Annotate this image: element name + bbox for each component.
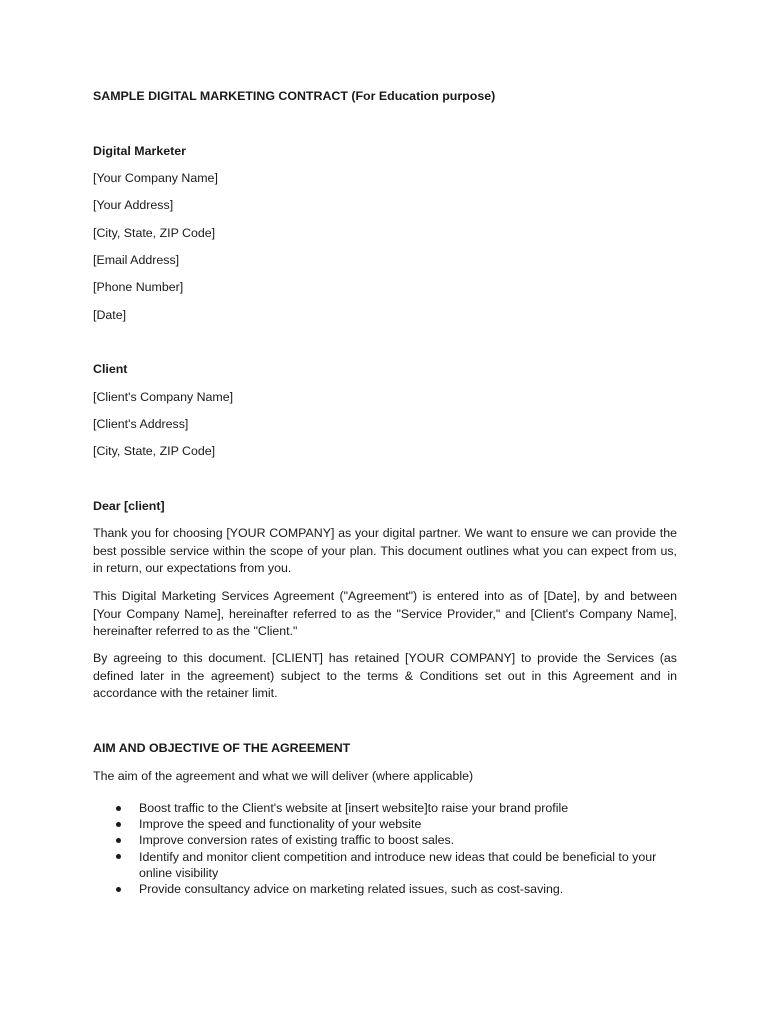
marketer-company-name: [Your Company Name]: [93, 171, 218, 185]
client-heading: Client: [93, 362, 128, 376]
bullet-icon: [116, 806, 121, 811]
list-item: [93, 832, 677, 848]
list-item: [93, 881, 677, 897]
bullet-icon: [116, 838, 121, 843]
list-item: [93, 800, 677, 816]
objectives-list: [93, 800, 677, 897]
list-item-text: Identify and monitor client competition and introduce new ideas that could be beneficial to your online visibility: [139, 849, 657, 880]
greeting: Dear [client]: [93, 499, 165, 513]
bullet-icon: [116, 887, 121, 892]
marketer-phone: [Phone Number]: [93, 280, 184, 294]
marketer-date: [Date]: [93, 308, 127, 322]
marketer-email: [Email Address]: [93, 253, 180, 267]
bullet-icon: [116, 822, 121, 827]
agreement-paragraph: This Digital Marketing Services Agreement ("Agreement") is entered into as of [Date], by and between [Your Company Name], hereinafter referred to as the "Service Provider," and [Client's Company Name], hereinafter referred to as the "Client.": [93, 589, 677, 638]
aim-intro: The aim of the agreement and what we will deliver (where applicable): [93, 769, 474, 783]
client-company-name: [Client's Company Name]: [93, 390, 234, 404]
marketer-heading: Digital Marketer: [93, 144, 186, 158]
intro-paragraph: Thank you for choosing [YOUR COMPANY] as your digital partner. We want to ensure we can provide the best possible service within the scope of your plan. This document outlines what you can expect from us, in return, our expectations from you.: [93, 526, 677, 575]
bullet-icon: [116, 854, 121, 859]
list-item: [93, 849, 677, 881]
client-address: [Client's Address]: [93, 417, 189, 431]
aim-heading: AIM AND OBJECTIVE OF THE AGREEMENT: [93, 741, 351, 755]
retainer-paragraph: By agreeing to this document. [CLIENT] has retained [YOUR COMPANY] to provide the Services (as defined later in the agreement) subject to the terms & Conditions set out in this Agreement and in accordance with the retainer limit.: [93, 651, 677, 700]
client-city-state-zip: [City, State, ZIP Code]: [93, 444, 216, 458]
document-title: SAMPLE DIGITAL MARKETING CONTRACT (For Education purpose): [93, 89, 496, 103]
list-item-text: Improve the speed and functionality of your website: [139, 817, 422, 832]
list-item-text: Provide consultancy advice on marketing related issues, such as cost-saving.: [139, 882, 564, 897]
list-item-text: Boost traffic to the Client's website at [insert website]to raise your brand profile: [139, 801, 569, 815]
marketer-address: [Your Address]: [93, 198, 174, 212]
list-item: [93, 816, 677, 832]
list-item-text: Improve conversion rates of existing traffic to boost sales.: [139, 833, 455, 848]
marketer-city-state-zip: [City, State, ZIP Code]: [93, 226, 216, 240]
